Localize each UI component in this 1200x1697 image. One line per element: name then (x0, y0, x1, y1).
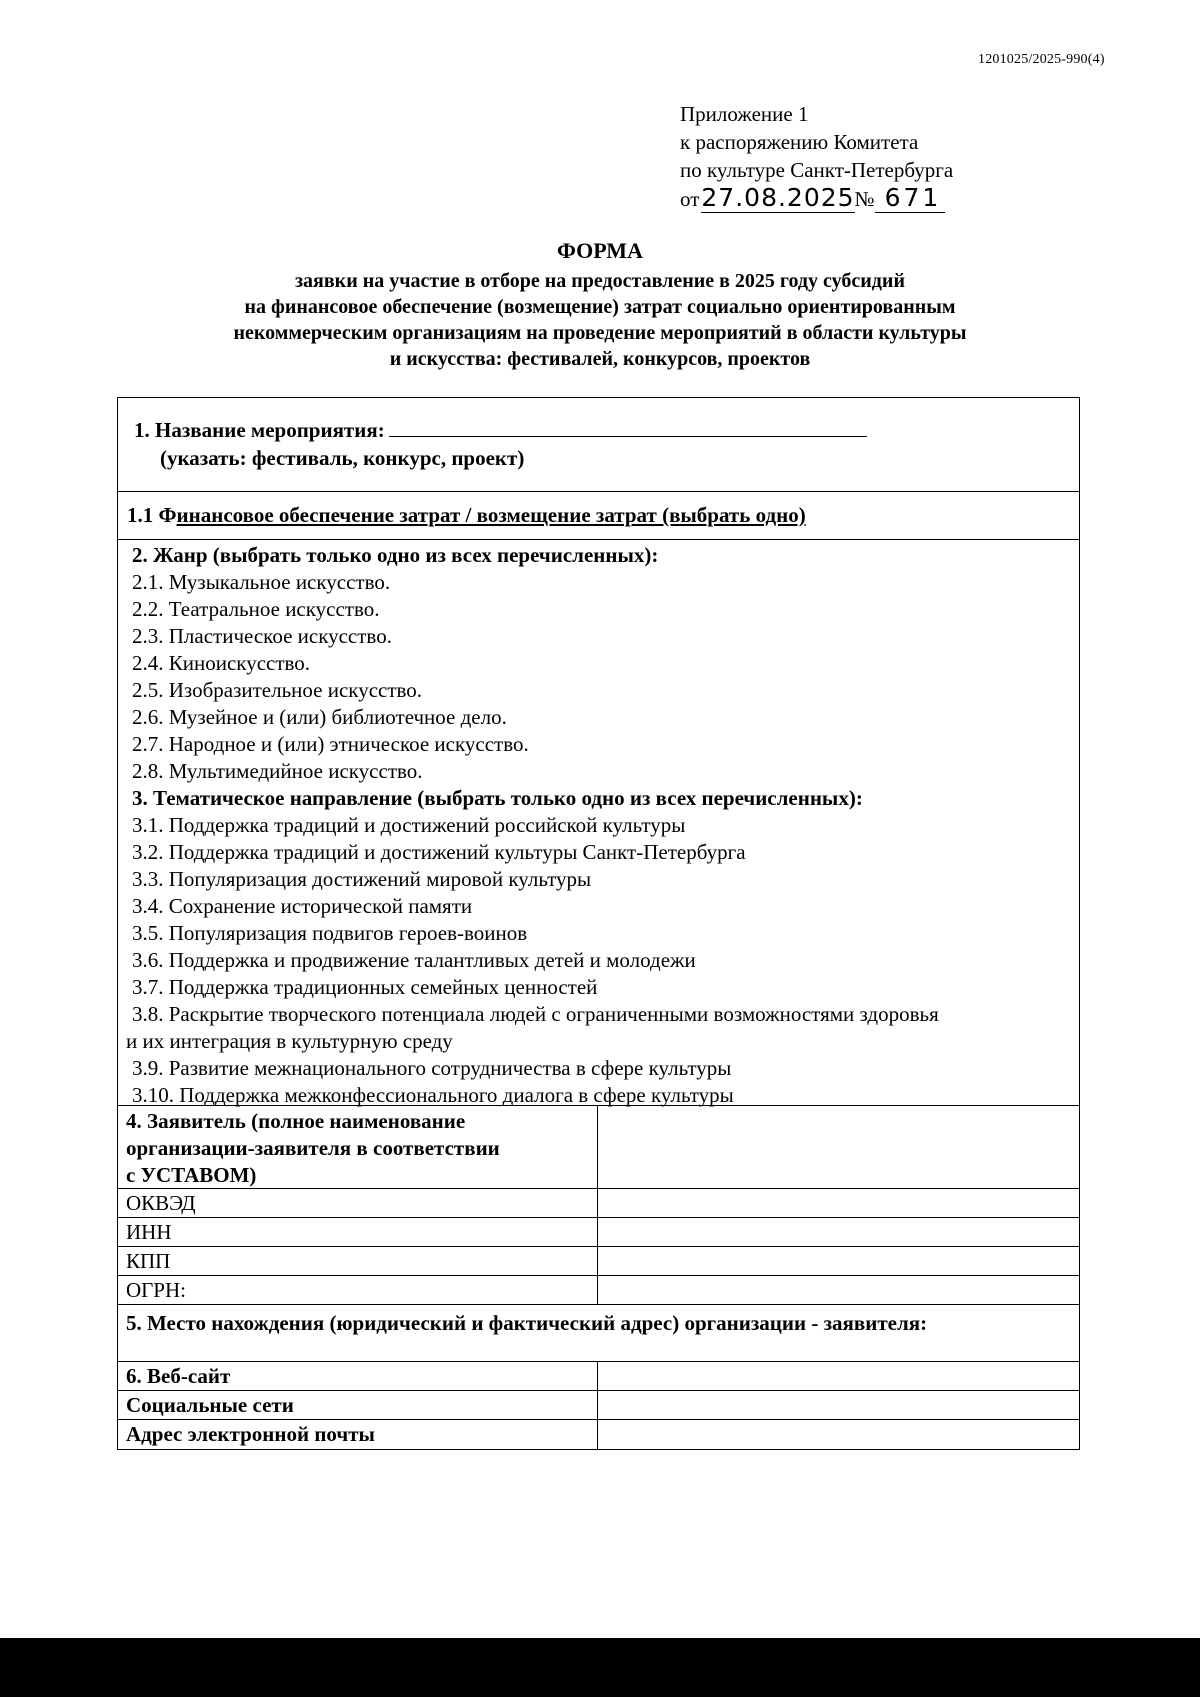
theme-item: 3.3. Популяризация достижений мировой культуры (132, 867, 592, 891)
financing-type-section (118, 492, 1079, 540)
applicant-label-line: 4. Заявитель (полное наименование (126, 1109, 466, 1133)
event-name-section (118, 398, 1079, 492)
social-networks-value-cell[interactable] (598, 1391, 1079, 1419)
subtitle-line: некоммерческим организациям на проведение мероприятий в области культуры (233, 322, 967, 344)
genre-item: 2.3. Пластическое искусство. (132, 624, 392, 648)
website-label: 6. Веб-сайт (118, 1362, 598, 1390)
website-value-cell[interactable] (598, 1362, 1079, 1390)
form-title-block (120, 238, 1080, 372)
kpp-row (118, 1247, 1079, 1276)
subtitle-line: и искусства: фестивалей, конкурсов, проектов (389, 348, 811, 370)
theme-item: 3.7. Поддержка традиционных семейных ценностей (132, 975, 598, 999)
applicant-label-line: организации-заявителя в соответствии (126, 1136, 500, 1160)
from-label: от (680, 187, 700, 211)
genre-heading: 2. Жанр (выбрать только одно из всех перечисленных): (132, 543, 659, 567)
social-networks-label: Социальные сети (118, 1391, 598, 1419)
ogrn-label: ОГРН: (118, 1276, 598, 1304)
applicant-row (118, 1106, 1079, 1189)
genre-item: 2.6. Музейное и (или) библиотечное дело. (132, 705, 507, 729)
inn-row (118, 1218, 1079, 1247)
appendix-date-line (680, 184, 953, 213)
appendix-line-1: Приложение 1 (680, 102, 809, 126)
genre-item: 2.8. Мультимедийное искусство. (132, 759, 423, 783)
genre-item: 2.7. Народное и (или) этническое искусство. (132, 732, 529, 756)
email-value-cell[interactable] (598, 1420, 1079, 1449)
theme-heading: 3. Тематическое направление (выбрать только одно из всех перечисленных): (132, 786, 863, 810)
handwritten-date: 27.08.2025 (701, 183, 855, 212)
theme-item: 3.1. Поддержка традиций и достижений российской культуры (132, 813, 686, 837)
address-section: 5. Место нахождения (юридический и фактический адрес) организации - заявителя: (118, 1305, 1079, 1362)
genre-item: 2.1. Музыкальное искусство. (132, 570, 391, 594)
applicant-label (118, 1106, 598, 1188)
applicant-value-cell[interactable] (598, 1106, 1079, 1188)
number-label: № (854, 187, 875, 211)
genre-item: 2.2. Театральное искусство. (132, 597, 380, 621)
subtitle-line: заявки на участие в отборе на предоставление в 2025 году субсидий (295, 270, 905, 292)
handwritten-number: 671 (875, 184, 946, 213)
theme-item: 3.4. Сохранение исторической памяти (132, 894, 473, 918)
financing-type-label: инансовое обеспечение затрат / возмещение затрат (выбрать одно) (176, 503, 806, 527)
inn-value-cell[interactable] (598, 1218, 1079, 1246)
subtitle-line: на финансовое обеспечение (возмещение) затрат социально ориентированным (244, 296, 956, 318)
theme-item: 3.8. Раскрытие творческого потенциала людей с ограниченными возможностями здоровья (132, 1002, 939, 1026)
appendix-line-3: по культуре Санкт-Петербурга (680, 158, 954, 182)
kpp-label: КПП (118, 1247, 598, 1275)
appendix-line-2: к распоряжению Комитета (680, 130, 919, 154)
okved-value-cell[interactable] (598, 1189, 1079, 1217)
theme-item: 3.5. Популяризация подвигов героев-воинов (132, 921, 528, 945)
theme-item: 3.2. Поддержка традиций и достижений культуры Санкт-Петербурга (132, 840, 746, 864)
website-row (118, 1362, 1079, 1391)
document-id: 1201025/2025-990(4) (978, 52, 1105, 67)
application-form-table (117, 397, 1080, 1450)
genre-item: 2.5. Изобразительное искусство. (132, 678, 423, 702)
form-title: ФОРМА (557, 238, 643, 263)
financing-type-prefix: 1.1 Ф (127, 503, 177, 527)
ogrn-row (118, 1276, 1079, 1305)
inn-label: ИНН (118, 1218, 598, 1246)
kpp-value-cell[interactable] (598, 1247, 1079, 1275)
theme-item: 3.6. Поддержка и продвижение талантливых детей и молодежи (132, 948, 696, 972)
okved-label: ОКВЭД (118, 1189, 598, 1217)
okved-row (118, 1189, 1079, 1218)
genre-item: 2.4. Киноискусство. (132, 651, 311, 675)
email-label: Адрес электронной почты (118, 1420, 598, 1449)
event-name-label: 1. Название мероприятия: (134, 418, 385, 442)
theme-item: 3.10. Поддержка межконфессионального диалога в сфере культуры (132, 1083, 734, 1107)
event-name-blank-line[interactable] (389, 416, 867, 437)
event-name-hint: (указать: фестиваль, конкурс, проект) (160, 446, 525, 470)
applicant-label-line: с УСТАВОМ) (126, 1163, 257, 1187)
ogrn-value-cell[interactable] (598, 1276, 1079, 1304)
form-subtitle (120, 268, 1080, 372)
social-networks-row (118, 1391, 1079, 1420)
theme-item-continuation: и их интеграция в культурную среду (126, 1029, 453, 1053)
email-row (118, 1420, 1079, 1449)
scan-bottom-border (0, 1638, 1200, 1697)
theme-item: 3.9. Развитие межнационального сотрудничества в сфере культуры (132, 1056, 732, 1080)
genre-and-theme-section (118, 540, 1079, 1106)
appendix-block (680, 100, 953, 213)
